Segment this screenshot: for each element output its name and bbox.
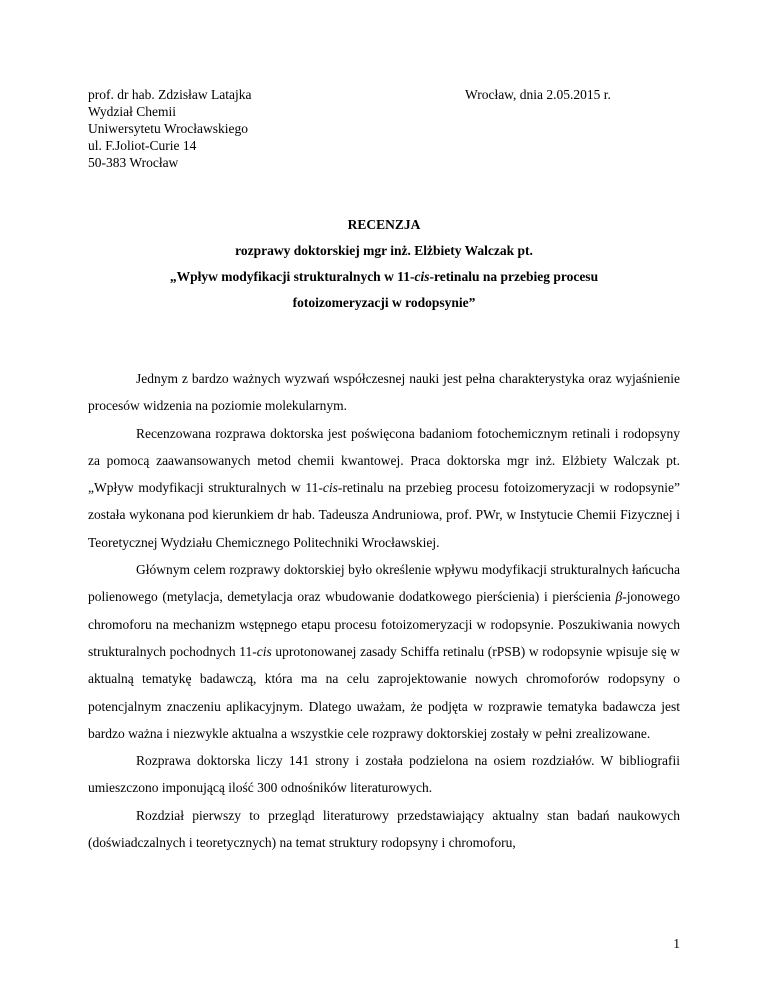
paragraph-text: -jonowego chromoforu na mechanizm wstępnego etapu procesu fotoizomeryzacji w rodopsynie. Poszukiwania nowych strukturalnych pochodnych 11- xyxy=(88,589,680,659)
thesis-title-line-1 xyxy=(88,264,680,290)
address-line: Wydział Chemii xyxy=(88,104,177,119)
thesis-title-text: „Wpływ modyfikacji strukturalnych w 11- xyxy=(169,269,415,284)
paragraph-text: -retinalu na przebieg procesu fotoizomeryzacji w rodopsynie” została wykonana pod kierunkiem dr hab. Tadeusza Andruniowa, prof. PWr, w Instytucie Chemii Fizycznej i Teoretycznej Wydziału Chemicznego Politechniki Wrocławskiej. xyxy=(88,480,680,550)
page-number: 1 xyxy=(673,936,680,951)
beta-symbol: β xyxy=(615,589,623,605)
paragraph-5: Rozdział pierwszy to przegląd literaturowy przedstawiający aktualny stan badań naukowych (doświadczalnych i teoretycznych) na temat struktury rodopsyny i chromoforu, xyxy=(88,807,680,851)
thesis-title-italic: cis xyxy=(414,269,430,284)
address-line: prof. dr hab. Zdzisław Latajka xyxy=(88,87,252,102)
paragraph-text: Recenzowana rozprawa doktorska jest poświęcona badaniom fotochemicznym retinali i rodopsyny za pomocą zaawansowanych metod chemii kwantowej. Praca doktorska mgr inż. Elżbiety Walczak pt. „Wpływ modyfikacji strukturalnych w 11- xyxy=(88,425,680,496)
review-body xyxy=(88,365,680,856)
address-line: ul. F.Joliot-Curie 14 xyxy=(88,138,197,153)
paragraph-3 xyxy=(88,556,680,747)
address-line: Uniwersytetu Wrocławskiego xyxy=(88,121,249,136)
sender-address xyxy=(88,86,251,171)
title-subheading: rozprawy doktorskiej mgr inż. Elżbiety Walczak pt. xyxy=(235,243,533,258)
paragraph-4: Rozprawa doktorska liczy 141 strony i została podzielona na osiem rozdziałów. W bibliografii umieszczono imponującą ilość 300 odnośników literaturowych. xyxy=(88,753,680,796)
paragraph-1: Jednym z bardzo ważnych wyzwań współczesnej nauki jest pełna charakterystyka oraz wyjaśnienie procesów widzenia na poziomie molekularnym. xyxy=(88,371,680,414)
address-line: 50-383 Wrocław xyxy=(88,155,179,170)
paragraph-2 xyxy=(88,420,680,556)
italic-term: cis xyxy=(256,643,272,659)
document-date: Wrocław, dnia 2.05.2015 r. xyxy=(465,87,611,102)
title-heading: RECENZJA xyxy=(347,217,421,232)
document-title xyxy=(88,212,680,316)
thesis-title-line-2: fotoizomeryzacji w rodopsynie” xyxy=(292,295,476,310)
paragraph-text: uprotonowanej zasady Schiffa retinalu (rPSB) w rodopsynie wpisuje się w aktualną tematykę badawczą, która ma na celu zaprojektowanie nowych chromoforów rodopsyny o potencjalnym znaczeniu aplikacyjnym. Dlatego uważam, że podjęta w rozprawie tematyka badawcza jest bardzo ważna i niezwykle aktualna a wszystkie cele rozprawy doktorskiej zostały w pełni zrealizowane. xyxy=(88,643,681,741)
paragraph-text: Głównym celem rozprawy doktorskiej było określenie wpływu modyfikacji strukturalnych łańcucha polienowego (metylacja, demetylacja oraz wbudowanie dodatkowego pierścienia) i pierścienia xyxy=(88,562,680,605)
italic-term: cis xyxy=(322,480,338,496)
thesis-title-text: -retinalu na przebieg procesu xyxy=(429,269,599,284)
